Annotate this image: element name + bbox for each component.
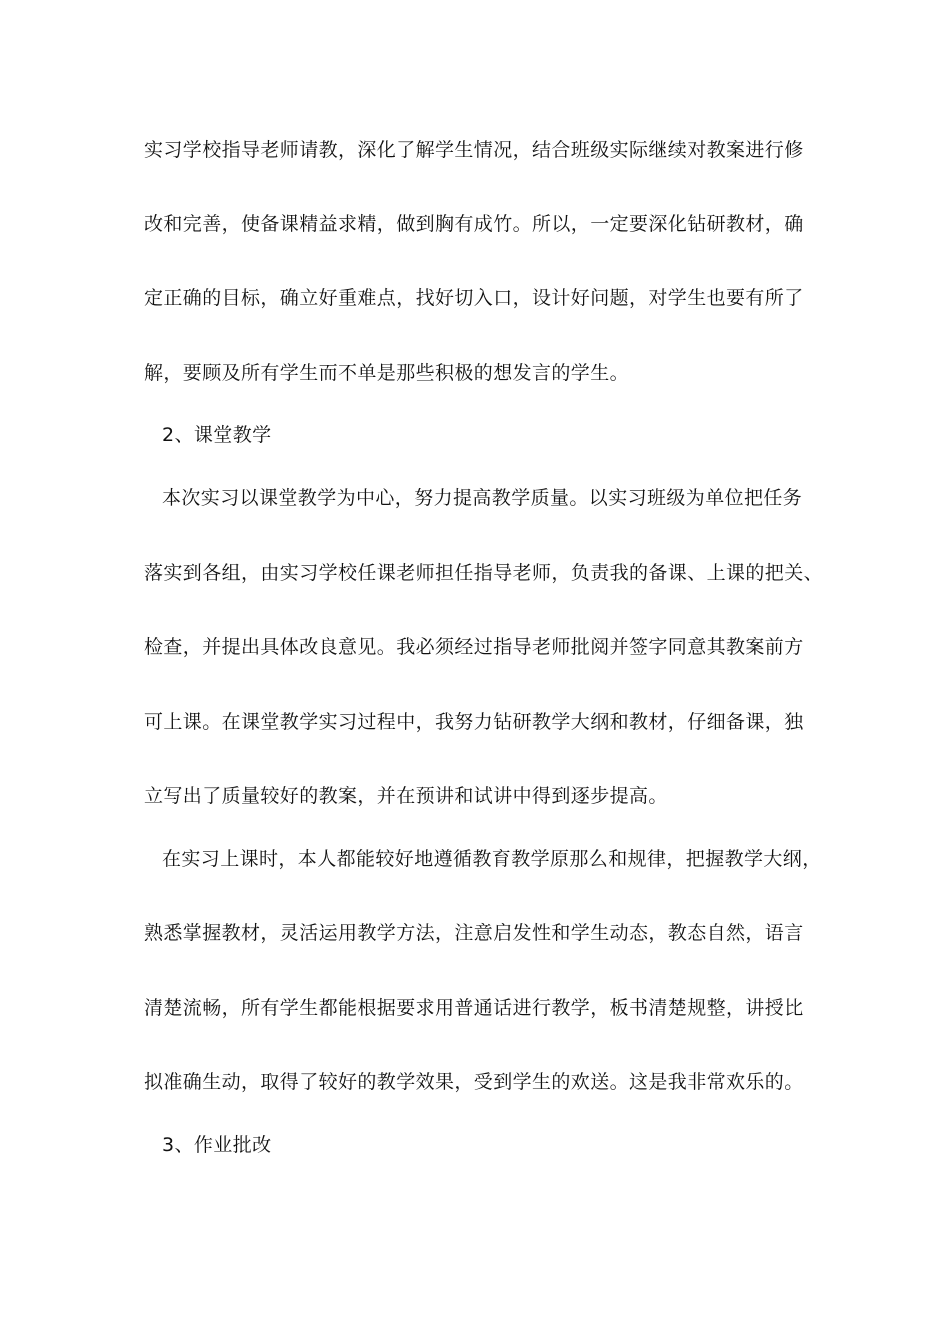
text-line: 落实到各组，由实习学校任课老师担任指导老师，负责我的备课、上课的把关、: [144, 562, 824, 584]
text-line: 检查，并提出具体改良意见。我必须经过指导老师批阅并签字同意其教案前方: [144, 636, 804, 658]
text-line: 熟悉掌握教材，灵活运用教学方法，注意启发性和学生动态，教态自然，语言: [144, 922, 804, 944]
text-line: 在实习上课时，本人都能较好地遵循教育教学原那么和规律，把握教学大纲，: [162, 848, 822, 870]
text-line: 定正确的目标，确立好重难点，找好切入口，设计好问题，对学生也要有所了: [144, 287, 804, 309]
text-line: 拟准确生动，取得了较好的教学效果，受到学生的欢送。这是我非常欢乐的。: [144, 1071, 804, 1093]
section-heading: 2、课堂教学: [162, 424, 272, 446]
text-line: 实习学校指导老师请教，深化了解学生情况，结合班级实际继续对教案进行修: [144, 139, 804, 161]
text-line: 本次实习以课堂教学为中心，努力提高教学质量。以实习班级为单位把任务: [162, 487, 803, 509]
text-line: 清楚流畅，所有学生都能根据要求用普通话进行教学，板书清楚规整，讲授比: [144, 997, 804, 1019]
text-line: 解，要顾及所有学生而不单是那些积极的想发言的学生。: [144, 362, 630, 384]
text-line: 改和完善，使备课精益求精，做到胸有成竹。所以，一定要深化钻研教材，确: [144, 213, 804, 235]
section-heading: 3、作业批改: [162, 1134, 272, 1156]
text-line: 立写出了质量较好的教案，并在预讲和试讲中得到逐步提高。: [144, 785, 668, 807]
text-line: 可上课。在课堂教学实习过程中，我努力钻研教学大纲和教材，仔细备课，独: [144, 711, 804, 733]
